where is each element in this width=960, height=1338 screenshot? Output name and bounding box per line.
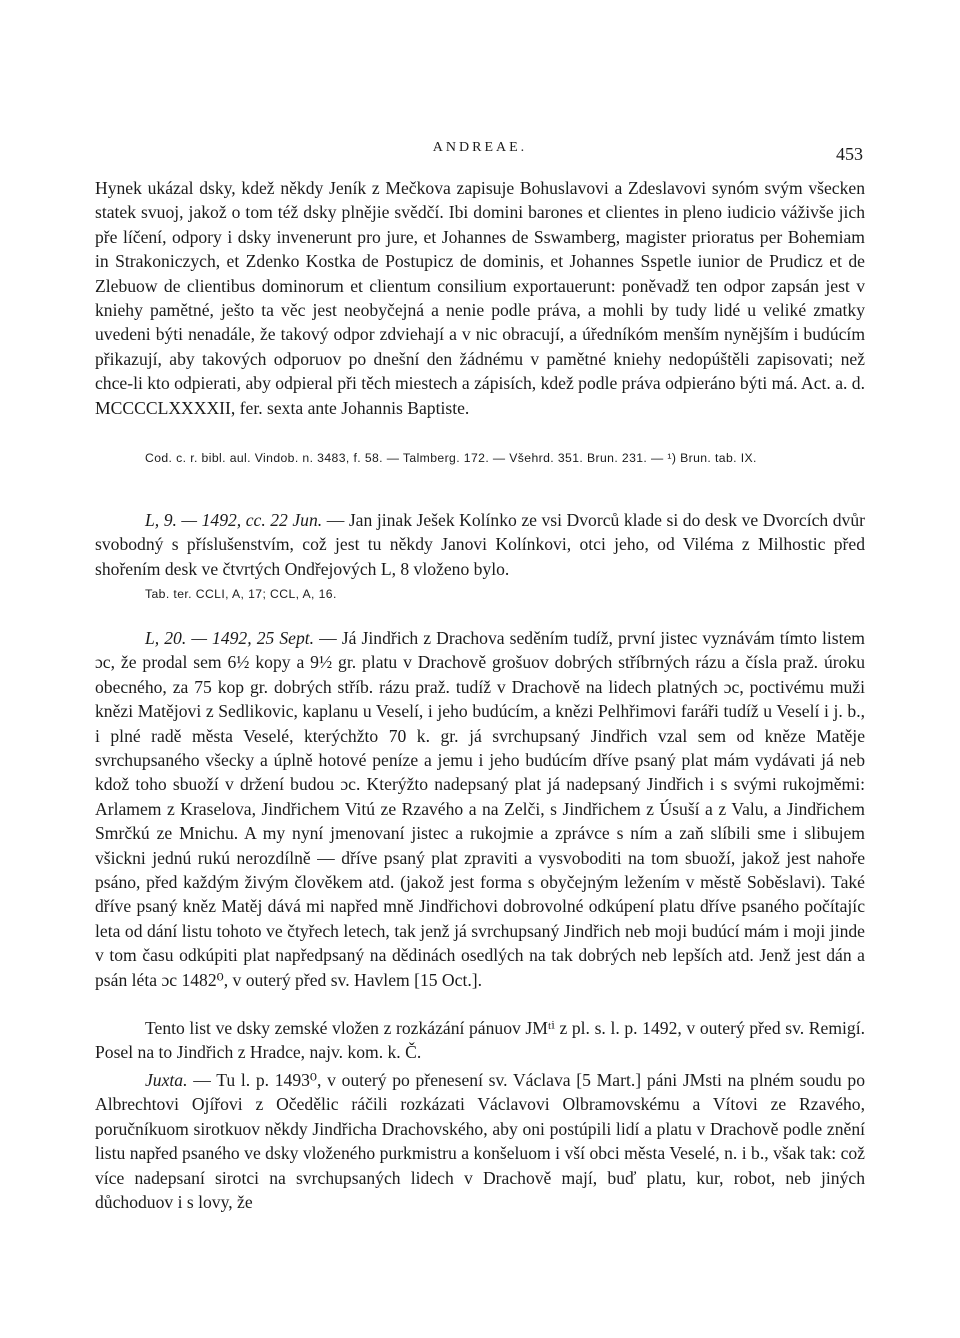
entry-l20-head: L, 20. — 1492, 25 Sept. <box>145 628 315 648</box>
entry-l9 <box>95 508 865 581</box>
juxta-label: Juxta. <box>145 1070 188 1090</box>
paragraph-hynek: Hynek ukázal dsky, kdež někdy Jeník z Mečkova zapisuje Bohuslavovi a Zdeslavovi synóm svým všecken statek svuoj, jakož o tom též dsky plnějie svědčí. Ibi domini barones et clientes in pleno iudicio váživše jich pře líčení, odpory i dsky invenerunt pro jure, et Johannes de Sswamberg, magister prioratus per Bohemiam in Strakoniczych, et Zdenko Kostka de Postupicz de dominis, et Johannes Sspetle iunior de Prudicz et de Zlebuow de clientibus dominorum et clientum consilium exportauerunt: poněvadž ten odpor zapsán jest v kniehy pamětné, ješto ta věc jest neobyčejná a nenie podle práva, a mohli by tudy lidé u veliké zmatky uvedeni býti nenadále, že takový odpor zdviehají a v nic obracují, a úředníkóm menším nynějším i budúcím přikazují, aby takových odporuov po dnešní den žádnému v pamětné kniehy nedopúštěli zapisovati; než chce-li kto odpierati, aby odpieral při těch miestech a zápisích, kdež podle práva odpieráno býti má. Act. a. d. MCCCCLXXXXII, fer. sexta ante Johannis Baptiste. <box>95 178 865 418</box>
citation-tab-ter: Tab. ter. CCLI, A, 17; CCL, A, 16. <box>145 587 337 601</box>
page-number: 453 <box>836 144 863 164</box>
document-page <box>95 0 865 1338</box>
entry-l20 <box>95 626 865 992</box>
running-title: ANDREAE. <box>432 140 528 155</box>
entry-l9-body: — Jan jinak Ješek Kolínko ze vsi Dvorců klade si do desk ve Dvorcích dvůr svobodný s příslušenstvím, což jest tu někdy Janovi Kolínkovi, otci jeho, od Viléma z Milhostic před shořením desk ve čtvrtých Ondřejových L, 8 vloženo bylo. <box>95 510 865 579</box>
entry-l9-head: L, 9. — 1492, cc. 22 Jun. <box>145 510 323 530</box>
paragraph-tento-list: Tento list ve dsky zemské vložen z rozkázání pánuov JMᵗⁱ z pl. s. l. p. 1492, v outerý před sv. Remigí. Posel na to Jindřich z Hradce, najv. kom. k. Č. <box>95 1018 865 1063</box>
juxta-body: — Tu l. p. 1493⁰, v outerý po přenesení sv. Václava [5 Mart.] páni JMsti na plném soudu po Albrechtovi Ojířovi z Očedělic ráčili rozkázati Václavovi Olbramovskému a Vítovi ze Rzavého, poručníkuom sirotkuov někdy Jindřicha Drachovského, aby oni postúpili lidí a platu v Drachově podle znění listu napřed psaného ve dsky vloženého purkmistru a konšeluom i vší obci města Veselé, n. i b., však tak: což více nadepsaní sirotci na svrchupsaných lidech v Drachově mají, buď platu, kur, robot, neb jiných důchoduov i s lovy, že <box>95 1070 865 1213</box>
entry-l20-body: — Já Jindřich z Drachova seděním tudíž, první jistec vyznávám tímto listem ɔc, že prodal sem 6½ kopy a 9½ gr. platu v Drachově grošuov dobrých stříbrných rázu a čísla praž. úroku obecného, za 75 kop gr. dobrých stříb. rázu praž. tudíž v Drachově na lidech platných ɔc, poctivému muži knězi Matějovi z Sedlikovic, kaplanu u Veselí, i jeho budúcím, a knězi Pelhřimovi faráři tudíž u Veselí i j. b., i plné radě města Veselé, kterýchžto 70 k. gr. já svrchupsaný Jindřich vzal sem od kněze Matěje svrchupsaného všecky a úplně hotové peníze a jemu i jeho budúcím dříve psaný plat mám vydávati já neb kdož toho sbuoží v držení budou ɔc. Kterýžto nadepsaný plat já nadepsaný Jindřich i s svými rukojměmi: Arlamem z Kraselova, Jindřichem Vitú ze Rzavého a na Zelči, s Jindřichem z Úsuší a z Valu, a Jindřichem Smrčkú ze Mnichu. A my nyní jmenovaní jistec a rukojmie a zprávce s ním a zaň slíbili sme i slibujem všickni jednú rukú nerozdílně — dříve psaný plat zpraviti a vysvoboditi na tom sbuoží, jakož jest nahoře psáno, před každým živým člověkem atd. (jakož jest forma s obyčejným ležením v městě Soběslavi). Také dříve psaný kněz Matěj dává mi napřed mně Jindřichovi dobrovolné odkúpení platu dříve psaného počítajíc leta od dání listu tohoto ve čtyřech letech, tak jenž já svrchupsaný Jindřich neb moji budúcí mám i moji jinde v tom času odkúpiti plat napředpsaný na dědinách osedlých na tak dobrých neb lepších atd. Jenž jest dán a psán léta ɔc 1482⁰, v outerý před sv. Havlem [15 Oct.]. <box>95 628 865 990</box>
citation-codex: Cod. c. r. bibl. aul. Vindob. n. 3483, f. 58. — Talmberg. 172. — Všehrd. 351. Brun. 231. — ¹) Brun. tab. IX. <box>145 451 757 465</box>
paragraph-juxta <box>95 1068 865 1214</box>
